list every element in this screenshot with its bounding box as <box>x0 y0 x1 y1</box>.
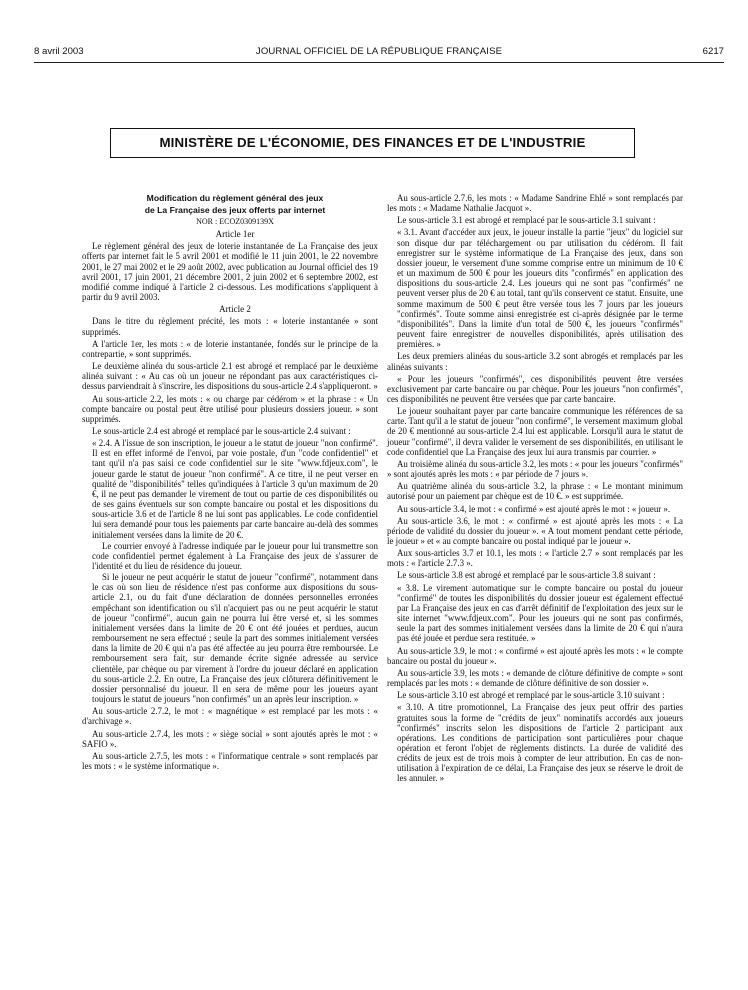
quote-text: Le virement automatique sur le compte bancaire ou postal du joueur "confirmé" de toutes les disponibilités du dossier joueur est également effectué par La Française des jeux en cas d'arrêt définitif de l'exploitation des jeux sur le site internet "www.fdjeux.com". Pour les joueurs qui ne sont pas confirmés, seule la part des sommes initialement versées dans la limite de 20 € qui n'aura pas été jouée et perdue sera restituée. » <box>397 582 684 644</box>
header-page-number: 6217 <box>702 46 724 57</box>
paragraph: Le deuxième alinéa du sous-article 2.1 est abrogé et remplacé par le deuxième alinéa suivant : « Au cas où un joueur ne répondant pas aux caractéristiques ci-dessus parviendrait à s'inscrire, les dispositions du sous-article 2.4 s'appliqueront. » <box>82 361 378 392</box>
quote-text: A l'issue de son inscription, le joueur a le statut de joueur "non confirmé". Il est en effet informé de l'envoi, par voie postale, d'un "code confidentiel" et tant qu'il n'a pas saisi ce code confidentiel sur le site "www.fdjeux.com", le joueur garde le statut de joueur "non confirmé". A ce titre, il ne peut verser en qualité de "disponibilités" telles qu'indiquées à l'article 3 qu'un maximum de 20 €, il ne peut pas demander le virement de tout ou partie de ces disponibilités ou de ses gains éventuels sur son compte bancaire ou postal et les dispositions du sous-article 3.6 et de l'article 8 ne lui sont pas applicables. Le code confidentiel lui sera demandé pour tous les paiements par carte bancaire au-delà des sommes initialement versées dans la limite de 20 €. <box>92 438 378 540</box>
quoted-paragraph <box>92 438 378 540</box>
paragraph: Les deux premiers alinéas du sous-article 3.2 sont abrogés et remplacés par les alinéas suivants : <box>387 351 683 372</box>
quoted-subarticle-3-10 <box>387 702 683 783</box>
quoted-paragraph: Le courrier envoyé à l'adresse indiquée par le joueur pour lui transmettre son code confidentiel permet également à La Française des jeux de s'assurer de l'identité et du lieu de résidence du joueur. <box>92 540 378 571</box>
paragraph: Le joueur souhaitant payer par carte bancaire communique les références de sa carte. Tant qu'il a le statut de joueur "non confirmé", le versement maximum global de 20 € mentionné au sous-article 2.4 lui est applicable. Lorsqu'il aura le statut de joueur "confirmé", il devra valider le versement de ses disponibilités, en utilisant le code confidentiel que La Française des jeux lui aura transmis par courrier. » <box>387 406 683 457</box>
paragraph: Dans le titre du règlement précité, les mots : « loterie instantanée » sont supprimés. <box>82 316 378 337</box>
paragraph: Le sous-article 3.1 est abrogé et remplacé par le sous-article 3.1 suivant : <box>397 215 656 226</box>
header-rule <box>34 62 724 63</box>
page-header <box>34 46 724 62</box>
header-date: 8 avril 2003 <box>34 46 84 57</box>
article-1-heading: Article 1er <box>215 229 255 240</box>
quoted-paragraph: Si le joueur ne peut acquérir le statut de joueur "confirmé", notamment dans le cas où son lieu de résidence n'est pas conforme aux dispositions du sous-article 2.1, ou du fait d'une déclaration de données personnelles erronées empêchant son identification ou s'il n'acquiert pas ou ne peut acquérir le statut de joueur "confirmé", aucun gain ne pourra lui être versé et, si les sommes initialement versées dans la limite de 20 € ont été jouées et perdues, aucun remboursement ne sera effectué ; seule la part des sommes initialement versées dans la limite de 20 € qui n'a pas été affectée au jeu pourra être remboursée. Le remboursement sera fait, sur demande écrite signée adressée au service clientèle, par chèque ou par virement à l'ordre du joueur déclaré en application du sous-article 2.2. En outre, La Française des jeux clôturera définitivement le dossier personnalisé du joueur. Il en sera de même pour les joueurs ayant toujours le statut de joueurs "non confirmés" un an après leur inscription. » <box>92 572 378 705</box>
nor-reference: NOR : ECOZ0309139X <box>196 217 274 226</box>
quote-text: A titre promotionnel, La Française des jeux peut offrir des parties gratuites sous la forme de "crédits de jeux" nominatifs accordés aux joueurs "confirmés" inscrits selon les dispositions de l'article 2 participant aux opérations. Les conditions de participation sont particulières pour chaque opération et feront l'objet de règlements distincts. La durée de validité des crédits de jeux est de trois mois à compter de leur attribution. En cas de non-utilisation à l'expiration de ce délai, La Française des jeux se réserve le droit de les annuler. » <box>397 702 684 784</box>
paragraph: Le sous-article 3.10 est abrogé et remplacé par le sous-article 3.10 suivant : <box>397 690 665 701</box>
quoted-paragraph <box>397 583 683 644</box>
quoted-paragraph <box>397 227 683 349</box>
article-2-heading: Article 2 <box>219 304 251 315</box>
paragraph: Au sous-article 2.7.5, les mots : « l'informatique centrale » sont remplacés par les mots : « le système informatique ». <box>82 750 378 771</box>
right-column <box>387 193 683 786</box>
quote-lead: « 2.4. <box>92 438 113 449</box>
quoted-paragraph <box>397 702 683 783</box>
decree-title-line2: de La Française des jeux offerts par internet <box>144 205 326 215</box>
paragraph: Au sous-article 3.4, le mot : « confirmé » est ajouté après le mot : « joueur ». <box>397 503 671 514</box>
paragraph: Au sous-article 2.7.6, les mots : « Madame Sandrine Ehlé » sont remplacés par les mots : « Madame Nathalie Jacquot ». <box>387 193 683 214</box>
paragraph: Le sous-article 3.8 est abrogé et remplacé par le sous-article 3.8 suivant : <box>397 570 656 581</box>
quote-text: Avant d'accéder aux jeux, le joueur installe la partie "jeux" du logiciel sur son disque dur par téléchargement ou par utilisation du cédérom. Il fait enregistrer sur le système informatique de La Française des jeux, dans son dossier joueur, le versement d'une somme comprise entre un minimum de 10 € et un maximum de 500 € pour les joueurs dits "confirmés" en application des dispositions du sous-article 2.4. Les joueurs qui ne sont pas "confirmés" ne peuvent verser plus de 20 € au total, tant qu'ils conservent ce statut. Ensuite, une somme maximum de 500 € peut être versée tous les 7 jours par les joueurs "confirmés". Toute somme ainsi enregistrée est ci-après désignée par le terme "disponibilités". Dans la limite d'un total de 500 €, les joueurs "confirmés" peuvent faire enregistrer de nouvelles disponibilités, après utilisation des premières. » <box>397 227 683 350</box>
decree-title-line1: Modification du règlement général des jeux <box>146 193 324 203</box>
quote-lead: « 3.10. <box>397 702 424 713</box>
quote-lead: « 3.1. <box>397 227 418 238</box>
paragraph: Aux sous-articles 3.7 et 10.1, les mots : « l'article 2.7 » sont remplacés par les mots : « l'article 2.7.3 ». <box>387 548 683 569</box>
paragraph: Au sous-article 2.7.4, les mots : « siège social » sont ajoutés après le mot : « SAFIO ». <box>82 728 378 749</box>
paragraph: Le sous-article 2.4 est abrogé et remplacé par le sous-article 2.4 suivant : <box>92 425 351 436</box>
paragraph: Au sous-article 2.7.2, le mot : « magnétique » est remplacé par les mots : « d'archivage ». <box>82 706 378 727</box>
paragraph: Le règlement général des jeux de loterie instantanée de La Française des jeux offerts par internet fait le 5 avril 2001 et modifié le 11 juin 2001, le 22 novembre 2001, le 27 mai 2002 et le 29 août 2002, avec publication au Journal officiel des 19 avril 2001, 17 juin 2001, 21 décembre 2001, 2 juin 2002 et 6 septembre 2002, est modifié comme indiqué à l'article 2 ci-dessous. Les modifications s'appliquent à partir du 9 avril 2003. <box>82 241 378 303</box>
paragraph: Au quatrième alinéa du sous-article 3.2, la phrase : « Le montant minimum autorisé pour un paiement par chèque est de 10 €. » est supprimée. <box>387 481 683 502</box>
paragraph: A l'article 1er, les mots : « de loterie instantanée, fondés sur le principe de la contrepartie, » sont supprimés. <box>82 338 378 359</box>
header-journal-title: JOURNAL OFFICIEL DE LA RÉPUBLIQUE FRANÇAISE <box>255 46 503 57</box>
quoted-subarticle-3-1 <box>387 227 683 349</box>
quoted-subarticle-2-4 <box>82 438 378 704</box>
ministry-banner: MINISTÈRE DE L'ÉCONOMIE, DES FINANCES ET DE L'INDUSTRIE <box>110 128 635 158</box>
paragraph: Au sous-article 3.9, le mot : « confirmé » est ajouté après les mots : « le compte bancaire ou postal du joueur ». <box>387 645 683 666</box>
paragraph: Au sous-article 2.2, les mots : « ou charge par cédérom » et la phrase : « Un compte bancaire ou postal peut être utilisé pour plusieurs dossiers joueur. » sont supprimés. <box>82 393 378 424</box>
paragraph: « Pour les joueurs "confirmés", ces disponibilités peuvent être versées exclusivement par carte bancaire ou par chèque. Pour les joueurs "non confirmés", ces disponibilités ne peuvent être versées que par carte bancaire. <box>387 373 683 404</box>
quote-lead: « 3.8. <box>397 582 419 593</box>
paragraph: Au sous-article 3.9, les mots : « demande de clôture définitive de compte » sont remplacés par les mots : « demande de clôture définitive de son dossier ». <box>387 667 683 689</box>
quoted-subarticle-3-8 <box>387 583 683 644</box>
paragraph: Au troisième alinéa du sous-article 3.2, les mots : « pour les joueurs "confirmés" » sont ajoutés après les mots : « par période de 7 jours ». <box>387 458 684 480</box>
left-column <box>82 193 378 773</box>
paragraph: Au sous-article 3.6, le mot : « confirmé » est ajouté après les mots : « La période de validité du dossier du joueur ». « A tout moment pendant cette période, le joueur » et « au compte bancaire ou postal indiqué par le joueur ». <box>387 515 683 546</box>
